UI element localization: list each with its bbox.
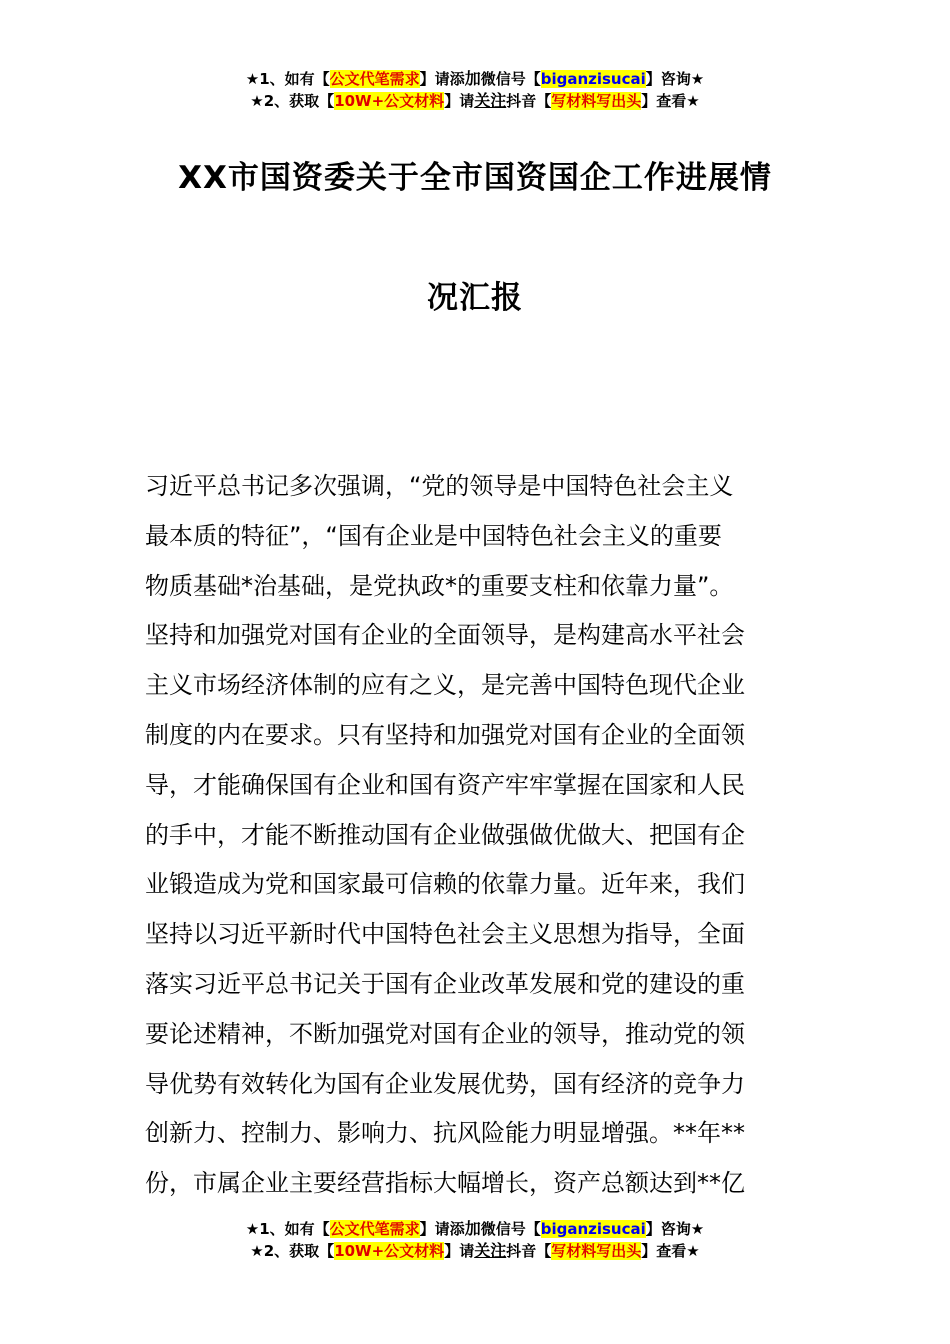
promo-line-1: ★1、如有【公文代笔需求】请添加微信号【biganzisucai】咨询★ xyxy=(245,69,705,88)
highlight-wechat-id: biganzisucai xyxy=(540,70,646,88)
body-line: 最本质的特征”，“国有企业是中国特色社会主义的重要 xyxy=(145,521,722,550)
body-line: 落实习近平总书记关于国有企业改革发展和党的建设的重 xyxy=(145,969,745,998)
highlight-ghostwriting: 公文代笔需求 xyxy=(329,70,420,88)
body-paragraph xyxy=(145,462,817,1209)
highlight-ghostwriting: 公文代笔需求 xyxy=(329,1220,420,1238)
document-title-line-1: XX市国资委关于全市国资国企工作进展情 xyxy=(178,160,772,196)
body-line: 习近平总书记多次强调，“党的领导是中国特色社会主义 xyxy=(145,472,734,500)
header-promo-banner xyxy=(0,68,950,112)
body-line: 导，才能确保国有企业和国有资产牢牢掌握在国家和人民 xyxy=(145,770,745,799)
body-line: 制度的内在要求。只有坚持和加强党对国有企业的全面领 xyxy=(145,720,745,749)
promo-line-1: ★1、如有【公文代笔需求】请添加微信号【biganzisucai】咨询★ xyxy=(245,1219,705,1238)
highlight-wechat-id: biganzisucai xyxy=(540,1220,646,1238)
footer-promo-banner xyxy=(0,1218,950,1262)
promo-line-2: ★2、获取【10W+公文材料】请关注抖音【写材料写出头】查看★ xyxy=(250,91,700,110)
body-line: 要论述精神，不断加强党对国有企业的领导，推动党的领 xyxy=(145,1019,745,1048)
body-line: 坚持以习近平新时代中国特色社会主义思想为指导，全面 xyxy=(145,920,745,949)
body-line: 主义市场经济体制的应有之义，是完善中国特色现代企业 xyxy=(145,671,745,700)
highlight-materials: 10W+公文材料 xyxy=(334,1242,445,1260)
body-line: 坚持和加强党对国有企业的全面领导，是构建高水平社会 xyxy=(145,621,745,650)
highlight-materials: 10W+公文材料 xyxy=(334,92,445,110)
promo-line-2: ★2、获取【10W+公文材料】请关注抖音【写材料写出头】查看★ xyxy=(250,1241,700,1260)
body-line: 的手中，才能不断推动国有企业做强做优做大、把国有企 xyxy=(145,820,745,849)
highlight-douyin: 写材料写出头 xyxy=(551,1242,642,1260)
body-line: 业锻造成为党和国家最可信赖的依靠力量。近年来，我们 xyxy=(145,870,745,899)
highlight-douyin: 写材料写出头 xyxy=(551,92,642,110)
body-line: 物质基础*治基础，是党执政*的重要支柱和依靠力量”。 xyxy=(145,571,734,600)
body-line: 创新力、控制力、影响力、抗风险能力明显增强。**年** xyxy=(145,1119,745,1148)
body-line: 份，市属企业主要经营指标大幅增长，资产总额达到**亿 xyxy=(145,1169,745,1198)
document-title-line-2: 况汇报 xyxy=(427,280,523,316)
body-line: 导优势有效转化为国有企业发展优势，国有经济的竞争力 xyxy=(145,1069,745,1098)
